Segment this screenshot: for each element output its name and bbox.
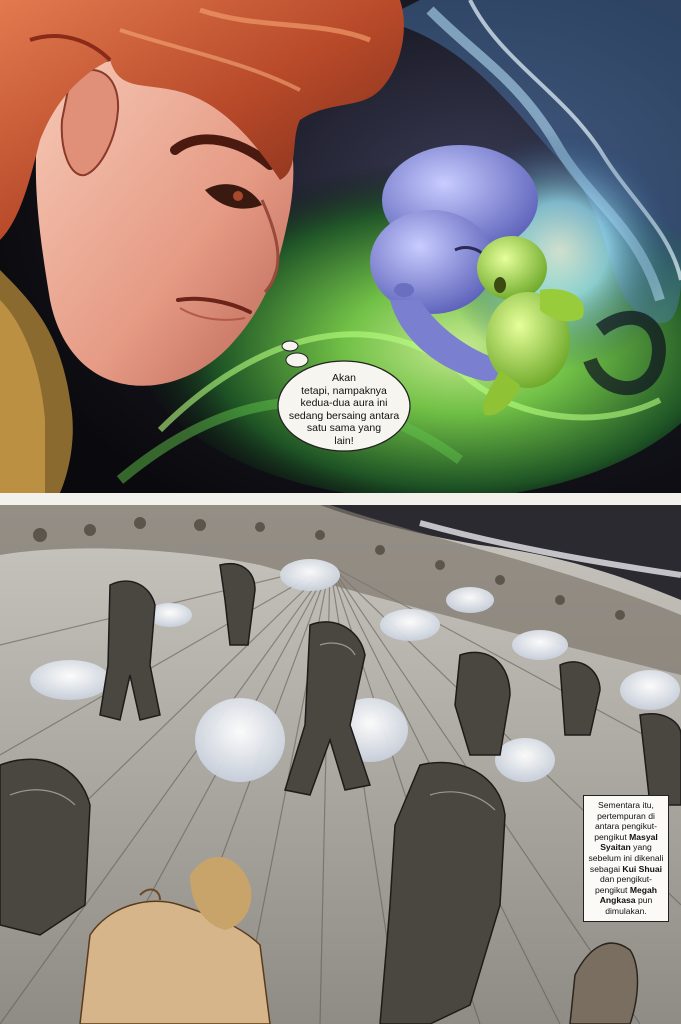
bubble-line: tetapi, nampaknya <box>301 384 387 397</box>
bubble-line: Akan <box>332 372 356 384</box>
top-panel <box>0 0 681 493</box>
panel-gutter <box>0 493 681 505</box>
caption-text: Sementara itu, pertempuran di antara pengikut-pengikut <box>594 800 658 842</box>
bubble-line: kedua-dua aura ini <box>300 397 388 409</box>
bottom-panel <box>0 505 681 1024</box>
narration-caption <box>583 795 669 922</box>
bottom-panel-illustration <box>0 505 681 1024</box>
caption-name-megah-angkasa: Megah Angkasa <box>599 884 658 906</box>
bubble-line: lain! <box>334 434 354 447</box>
caption-text: pun dimulakan. <box>605 895 653 916</box>
caption-text: yang sebelum ini dikenali sebagai <box>588 842 664 874</box>
caption-name-kui-shuai: Kui Shuai <box>622 863 663 874</box>
bubble-line: sedang bersaing antara <box>288 409 400 422</box>
speech-bubble-text <box>282 372 406 447</box>
bubble-line: satu sama yang <box>306 422 382 434</box>
caption-text: dan pengikut-pengikut <box>594 874 653 895</box>
caption-name-masyal-syaitan: Masyal Syaitan <box>600 831 658 853</box>
